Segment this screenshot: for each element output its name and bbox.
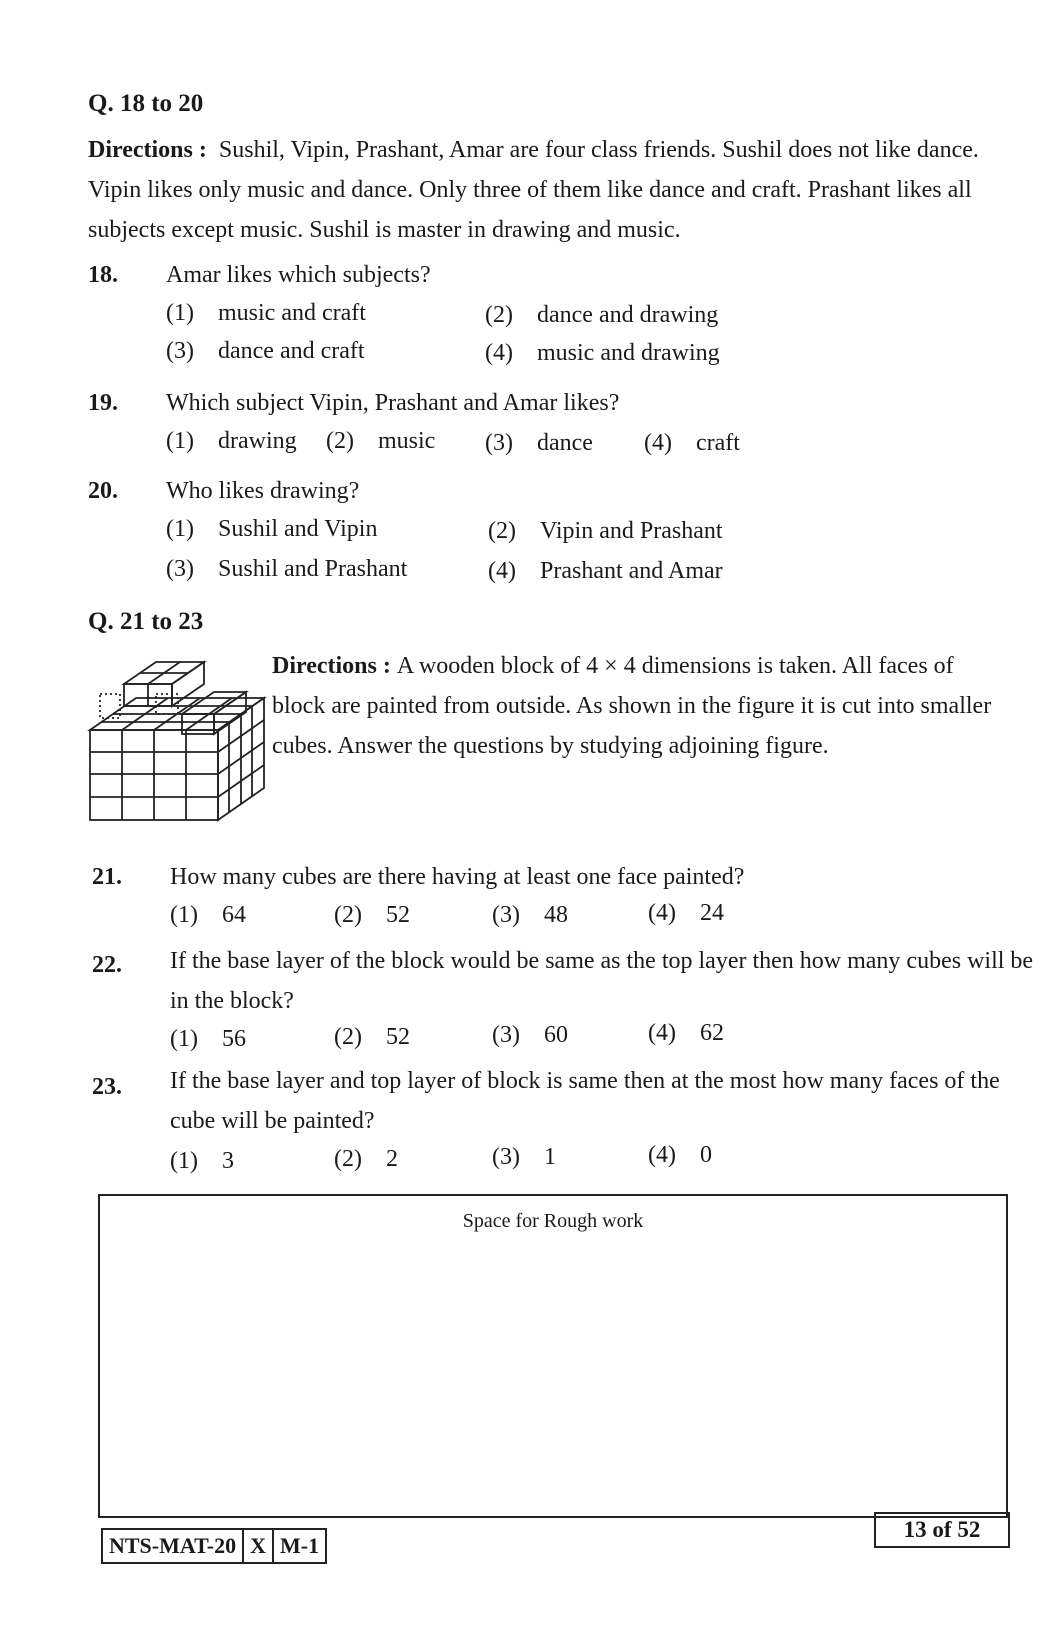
option-number: (3) (485, 430, 513, 456)
option-3[interactable] (492, 1144, 556, 1171)
directions-21-23 (272, 646, 1012, 766)
directions-line: block are painted from outside. As shown in the figure it is cut into smaller (272, 693, 992, 719)
option-1[interactable] (170, 1026, 246, 1053)
option-1[interactable] (170, 902, 246, 929)
question-text-continued: in the block? (170, 988, 294, 1014)
option-text: Vipin and Prashant (540, 518, 723, 544)
paper-code-box (101, 1528, 327, 1564)
option-text: craft (696, 430, 740, 456)
option-3[interactable] (166, 338, 365, 365)
option-text: 60 (544, 1022, 568, 1048)
option-number: (4) (648, 1020, 676, 1046)
option-2[interactable] (334, 1024, 410, 1051)
directions-line: Vipin likes only music and dance. Only three of them like dance and craft. Prashant likes all (88, 177, 972, 203)
option-number: (4) (648, 1142, 676, 1168)
option-number: (1) (166, 428, 194, 454)
paper-code: NTS-MAT-20 (103, 1530, 244, 1562)
option-3[interactable] (485, 430, 593, 457)
option-text: dance and drawing (537, 302, 719, 328)
question-number: 21. (92, 864, 122, 890)
option-text: 1 (544, 1144, 556, 1170)
option-4[interactable] (485, 340, 720, 367)
option-number: (3) (166, 556, 194, 582)
directions-line: Sushil, Vipin, Prashant, Amar are four class friends. Sushil does not like dance. (218, 137, 979, 163)
option-number: (3) (492, 1022, 520, 1048)
section-title-18-20: Q. 18 to 20 (88, 90, 204, 117)
question-text: If the base layer and top layer of block is same then at the most how many faces of the (170, 1068, 1000, 1094)
directions-line: subjects except music. Sushil is master in drawing and music. (88, 217, 681, 243)
option-number: (3) (166, 338, 194, 364)
option-number: (1) (170, 902, 198, 928)
directions-label: Directions : (272, 653, 391, 679)
paper-class: X (244, 1530, 274, 1562)
directions-18-20 (88, 130, 988, 250)
question-text: Amar likes which subjects? (166, 262, 431, 288)
option-text: 3 (222, 1148, 234, 1174)
option-number: (4) (644, 430, 672, 456)
option-1[interactable] (166, 428, 297, 455)
rough-work-box[interactable] (98, 1194, 1008, 1518)
option-4[interactable] (644, 430, 740, 457)
option-number: (1) (166, 300, 194, 326)
option-text: 52 (386, 1024, 410, 1050)
paper-set: M-1 (280, 1533, 320, 1558)
option-4[interactable] (648, 900, 724, 927)
question-text: If the base layer of the block would be same as the top layer then how many cubes will be (170, 948, 1034, 974)
option-2[interactable] (334, 1146, 398, 1173)
option-2[interactable] (488, 518, 723, 545)
option-text: Sushil and Vipin (218, 516, 378, 542)
option-number: (2) (485, 302, 513, 328)
option-1[interactable] (166, 300, 366, 327)
question-number: 22. (92, 952, 122, 978)
question-text: Which subject Vipin, Prashant and Amar likes? (166, 390, 620, 416)
option-text: 62 (700, 1020, 724, 1046)
directions-label: Directions : (88, 137, 207, 163)
option-number: (3) (492, 902, 520, 928)
section-title-21-23: Q. 21 to 23 (88, 608, 204, 635)
option-2[interactable] (485, 302, 718, 329)
option-text: drawing (218, 428, 297, 454)
option-text: Prashant and Amar (540, 558, 723, 584)
option-text: 48 (544, 902, 568, 928)
option-2[interactable] (326, 428, 435, 455)
option-text: 0 (700, 1142, 712, 1168)
option-text: Sushil and Prashant (218, 556, 408, 582)
option-text: 64 (222, 902, 246, 928)
option-text: music and drawing (537, 340, 720, 366)
option-3[interactable] (492, 902, 568, 929)
option-text: 52 (386, 902, 410, 928)
question-number: 20. (88, 478, 118, 504)
rough-work-title: Space for Rough work (462, 1210, 644, 1232)
option-number: (1) (166, 516, 194, 542)
option-text: 24 (700, 900, 724, 926)
option-4[interactable] (488, 558, 723, 585)
question-text-continued: cube will be painted? (170, 1108, 375, 1134)
option-text: dance and craft (218, 338, 365, 364)
option-2[interactable] (334, 902, 410, 929)
option-3[interactable] (492, 1022, 568, 1049)
option-number: (2) (334, 1024, 362, 1050)
option-number: (4) (648, 900, 676, 926)
option-4[interactable] (648, 1142, 712, 1169)
option-text: music (378, 428, 436, 454)
option-number: (3) (492, 1144, 520, 1170)
option-number: (4) (488, 558, 516, 584)
option-1[interactable] (166, 516, 377, 543)
option-text: dance (537, 430, 593, 456)
option-number: (2) (488, 518, 516, 544)
page-number: 13 of 52 (874, 1512, 1010, 1548)
option-text: music and craft (218, 300, 366, 326)
option-3[interactable] (166, 556, 407, 583)
option-1[interactable] (170, 1148, 234, 1175)
option-number: (2) (334, 902, 362, 928)
question-number: 19. (88, 390, 118, 416)
option-text: 2 (386, 1146, 398, 1172)
option-number: (2) (334, 1146, 362, 1172)
option-number: (1) (170, 1026, 198, 1052)
question-number: 18. (88, 262, 118, 288)
question-text: How many cubes are there having at least one face painted? (170, 864, 745, 890)
option-text: 56 (222, 1026, 246, 1052)
question-text: Who likes drawing? (166, 478, 360, 504)
cube-block-figure (86, 654, 270, 824)
option-4[interactable] (648, 1020, 724, 1047)
directions-line: cubes. Answer the questions by studying adjoining figure. (272, 733, 829, 759)
option-number: (4) (485, 340, 513, 366)
question-number: 23. (92, 1074, 122, 1100)
directions-line: A wooden block of 4 × 4 dimensions is taken. All faces of (396, 653, 954, 679)
option-number: (1) (170, 1148, 198, 1174)
option-number: (2) (326, 428, 354, 454)
